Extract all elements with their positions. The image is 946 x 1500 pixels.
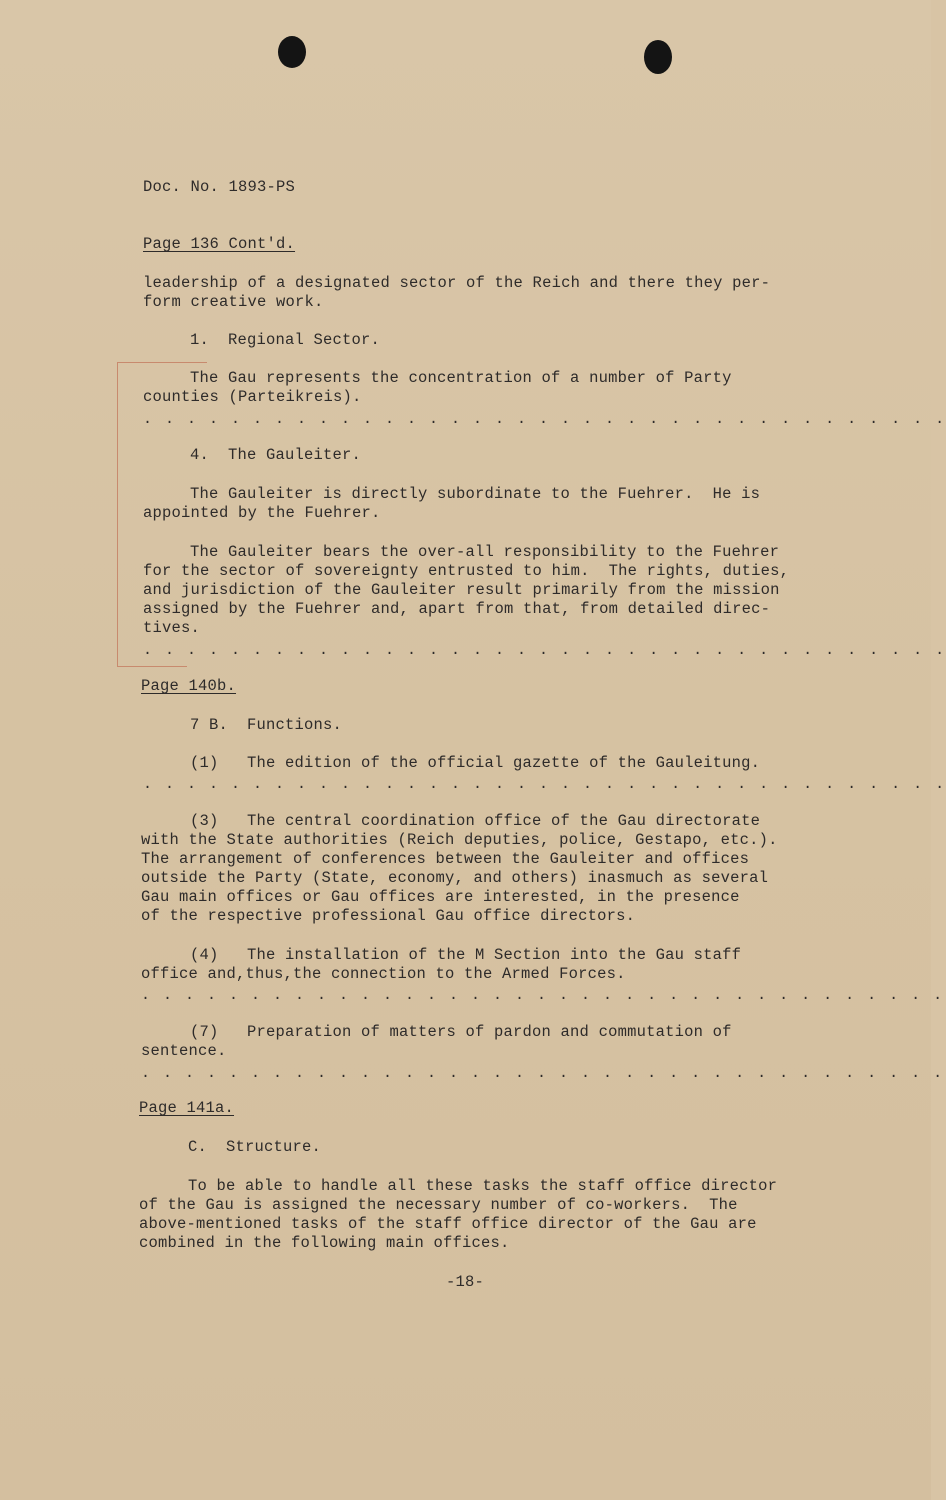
margin-bracket xyxy=(117,362,121,667)
page-ref-141a: Page 141a. xyxy=(139,1099,235,1117)
heading-structure: C. Structure. xyxy=(188,1138,322,1156)
ellipsis-row: . . . . . . . . . . . . . . . . . . . . . . . . . . . . . . . . . . . . . xyxy=(141,987,945,1004)
heading-gauleiter: 4. The Gauleiter. xyxy=(190,446,362,464)
ellipsis-row: . . . . . . . . . . . . . . . . . . . . . . . . . . . . . . . . . . . . . xyxy=(143,411,946,428)
doc-number: Doc. No. 1893-PS xyxy=(143,178,296,196)
page-ref-140b: Page 140b. xyxy=(141,677,237,695)
function-3: (3) The central coordination office of the Gau directorate with the State authorities (Reich deputies, police, Gestapo, etc.). The arrangement of conferences between the Gauleiter and offices outside the Party (State, economy, and others) inasmuch as several Gau main offices or Gau offices are interested, in the presence of the respective professional Gau office directors. xyxy=(141,812,778,925)
punch-hole-left xyxy=(278,36,306,68)
ellipsis-row: . . . . . . . . . . . . . . . . . . . . . . . . . . . . . . . . . . . . . xyxy=(143,642,946,659)
paragraph-gauleiter-subordinate: The Gauleiter is directly subordinate to the Fuehrer. He is appointed by the Fuehrer. xyxy=(143,485,761,522)
ellipsis-row: . . . . . . . . . . . . . . . . . . . . . . . . . . . . . . . . . . . . . xyxy=(141,1065,945,1082)
margin-bracket-bottom xyxy=(117,666,187,667)
margin-bracket-top xyxy=(117,362,207,363)
function-1: (1) The edition of the official gazette of the Gauleitung. xyxy=(190,754,761,772)
heading-regional-sector: 1. Regional Sector. xyxy=(190,331,381,349)
page-ref-136: Page 136 Cont'd. xyxy=(143,235,296,253)
function-4: (4) The installation of the M Section into the Gau staff office and,thus,the connection to the Armed Forces. xyxy=(141,946,742,983)
paragraph-leadership: leadership of a designated sector of the Reich and there they per- form creative work. xyxy=(143,274,771,311)
ellipsis-row: . . . . . . . . . . . . . . . . . . . . . . . . . . . . . . . . . . . . . xyxy=(143,776,946,793)
punch-hole-right xyxy=(644,40,672,74)
heading-functions: 7 B. Functions. xyxy=(190,716,343,734)
paragraph-gauleiter-responsibility: The Gauleiter bears the over-all responsibility to the Fuehrer for the sector of sovereignty entrusted to him. The rights, duties, and jurisdiction of the Gauleiter result primarily from the mission assigned by the Fuehrer and, apart from that, from detailed direc- tives. xyxy=(143,543,790,637)
paragraph-gau: The Gau represents the concentration of a number of Party counties (Parteikreis). xyxy=(143,369,732,406)
function-7: (7) Preparation of matters of pardon and commutation of sentence. xyxy=(141,1023,732,1060)
paragraph-structure: To be able to handle all these tasks the staff office director of the Gau is assigned the necessary number of co-workers. The above-mentioned tasks of the staff office director of the Gau are combined in the following main offices. xyxy=(139,1177,778,1252)
page-number: -18- xyxy=(446,1273,485,1291)
